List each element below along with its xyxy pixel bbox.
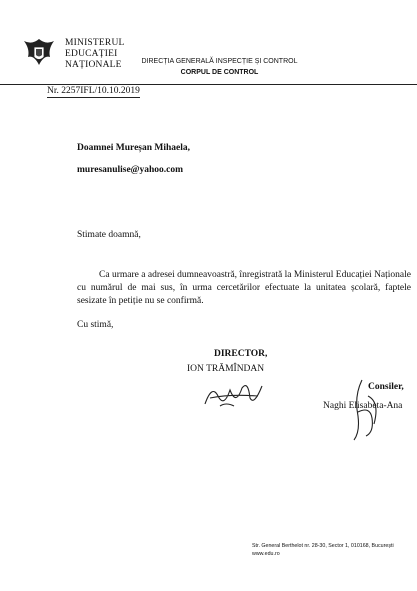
counselor-title: Consiler, <box>368 382 404 392</box>
department-header <box>137 56 302 78</box>
director-signature <box>200 376 270 412</box>
coat-of-arms-icon <box>20 37 58 71</box>
header-divider <box>0 84 417 85</box>
recipient-email: muresanulise@yahoo.com <box>77 165 184 175</box>
recipient-name: Doamnei Mureșan Mihaela, <box>77 143 191 153</box>
department-name: DIRECȚIA GENERALĂ INSPECȚIE ȘI CONTROL <box>141 58 298 65</box>
ministry-name: MINISTERUL EDUCAȚIEI NAȚIONALE <box>65 38 125 70</box>
closing: Cu stimă, <box>77 320 114 330</box>
director-name: ION TRĂMÎNDAN <box>187 364 265 374</box>
registration-number: Nr. 2257IFL/10.10.2019 <box>47 86 140 96</box>
letter-body <box>77 269 411 308</box>
counselor-name: Naghi Elisabeta-Ana <box>323 401 403 411</box>
counselor-signature <box>340 376 390 444</box>
unit-name: CORPUL DE CONTROL <box>180 69 259 76</box>
salutation: Stimate doamnă, <box>77 230 141 240</box>
director-title: DIRECTOR, <box>214 349 268 359</box>
body-paragraph: Ca urmare a adresei dumneavoastră, înregistrată la Ministerul Educației Naționale cu numărul de mai sus, în urma cercetărilor efectuate la unitatea școlară, faptele sesizate în petiție nu se confirmă. <box>77 270 411 306</box>
footer-address: Str. General Berthelot nr. 28-30, Sector 1, 010168, București <box>252 543 394 549</box>
footer-website: www.edu.ro <box>252 551 280 557</box>
